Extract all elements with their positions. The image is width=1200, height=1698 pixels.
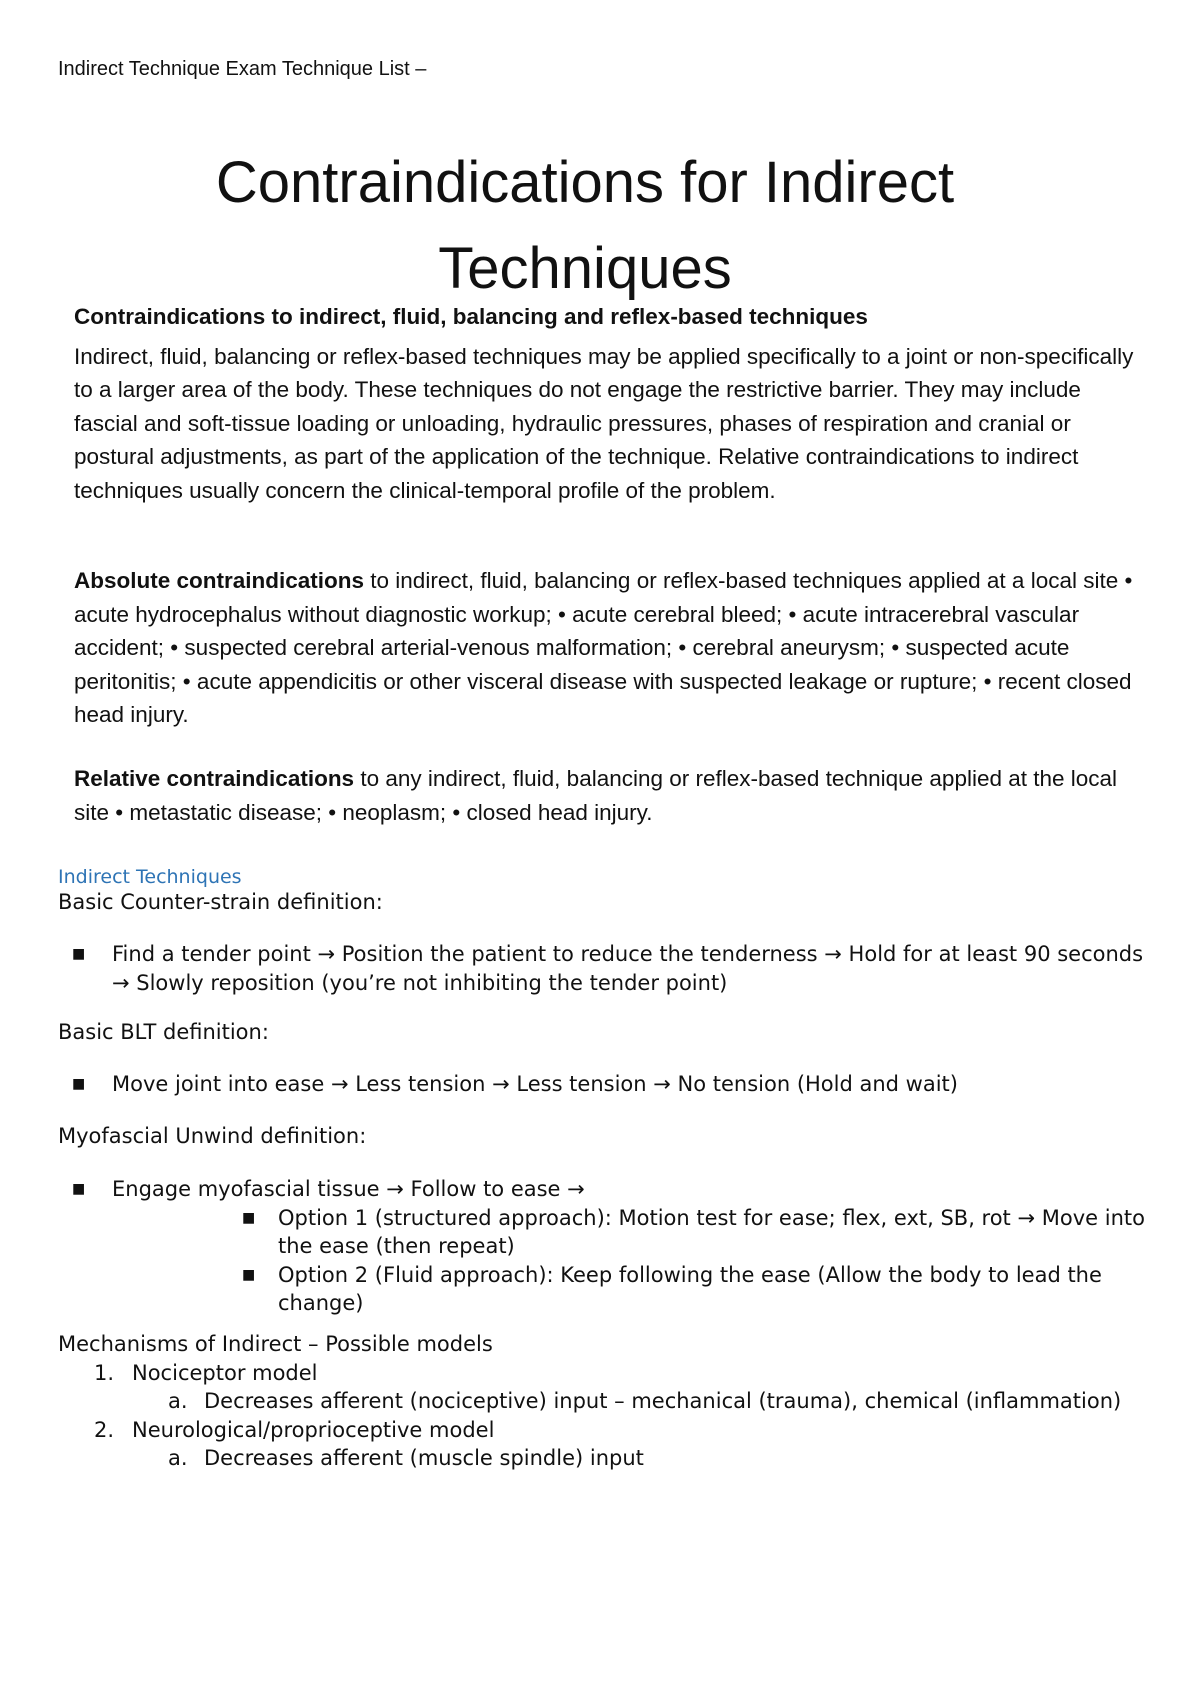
page-title-line-2: Techniques: [438, 236, 732, 301]
list-item: [58, 1359, 1148, 1388]
contraindications-intro-text: Indirect, fluid, balancing or reflex-based techniques may be applied specifically to a joint or non-specifically to a larger area of the body. These techniques do not engage the restrictive barrier. They may include fascial and soft-tissue loading or unloading, hydraulic pressures, phases of respiration and cranial or postural adjustments, as part of the application of the technique. Relative contraindications to indirect techniques usually concern the clinical-temporal profile of the problem.: [74, 343, 1134, 503]
contraindications-heading: Contraindications to indirect, fluid, balancing and reflex-based techniques: [74, 304, 868, 329]
model2a-text: Decreases afferent (muscle spindle) input: [204, 1446, 644, 1470]
list-number: 2.: [94, 1417, 115, 1442]
mechanisms-section: [58, 1330, 1148, 1473]
model2-text: Neurological/proprioceptive model: [132, 1417, 495, 1442]
square-bullet-icon: ■: [72, 946, 86, 962]
page-title-line-1: Contraindications for Indirect: [215, 150, 955, 215]
blt-list: [58, 1070, 1148, 1099]
page-title: [120, 140, 1050, 312]
unwind-option2-text: Option 2 (Fluid approach): Keep following the ease (Allow the body to lead the change): [278, 1262, 1102, 1315]
absolute-contraindications-label: Absolute contraindications: [74, 568, 365, 593]
list-item: [58, 940, 1148, 997]
square-bullet-icon: ■: [242, 1209, 256, 1226]
list-item: [58, 1416, 1148, 1445]
relative-contraindications-text: to any indirect, fluid, balancing or reflex-based technique applied at the local site • metastatic disease; • neoplasm; • closed head injury.: [74, 766, 1118, 825]
page-header: Indirect Technique Exam Technique List –: [58, 58, 427, 80]
model1-text: Nociceptor model: [132, 1360, 318, 1385]
unwind-label: Myofascial Unwind definition:: [58, 1124, 367, 1148]
mechanisms-label: Mechanisms of Indirect – Possible models: [58, 1332, 493, 1356]
blt-bullet-text: Move joint into ease → Less tension → Less tension → No tension (Hold and wait): [112, 1072, 958, 1096]
list-item: [58, 1070, 1148, 1099]
list-letter: a.: [168, 1446, 188, 1470]
unwind-bullet-text: Engage myofascial tissue → Follow to ease →: [112, 1177, 585, 1201]
absolute-contraindications-text: to indirect, fluid, balancing or reflex-based techniques applied at a local site • acute hydrocephalus without diagnostic workup; • acute cerebral bleed; • acute intracerebral vascular accident; • suspected cerebral arterial-venous malformation; • cerebral aneurysm; • suspected acute peritonitis; • acute appendicitis or other visceral disease with suspected leakage or rupture; • recent closed head injury.: [74, 568, 1133, 727]
absolute-contraindications-section: [74, 564, 1134, 732]
absolute-contraindications-paragraph: [74, 564, 1134, 732]
square-bullet-icon: ■: [242, 1266, 256, 1283]
list-item: [58, 1175, 1148, 1204]
list-number: 1.: [94, 1360, 115, 1385]
counterstrain-bullet-text: Find a tender point → Position the patient to reduce the tenderness → Hold for at least 90 seconds → Slowly reposition (you’re not inhibiting the tender point): [112, 942, 1144, 995]
indirect-techniques-heading: Indirect Techniques: [58, 866, 242, 888]
list-item: [58, 1261, 1148, 1318]
relative-contraindications-section: [74, 762, 1134, 829]
relative-contraindications-label: Relative contraindications: [74, 766, 355, 791]
model1a-text: Decreases afferent (nociceptive) input – mechanical (trauma), chemical (inflammation): [204, 1389, 1122, 1413]
unwind-option1-text: Option 1 (structured approach): Motion test for ease; flex, ext, SB, rot → Move into the ease (then repeat): [278, 1205, 1145, 1258]
blt-label: Basic BLT definition:: [58, 1020, 269, 1044]
square-bullet-icon: ■: [72, 1181, 86, 1197]
list-item: [58, 1444, 1148, 1473]
counterstrain-label: Basic Counter-strain definition:: [58, 890, 383, 914]
unwind-list: [58, 1175, 1148, 1318]
list-letter: a.: [168, 1389, 188, 1413]
counterstrain-list: [58, 940, 1148, 997]
list-item: [58, 1204, 1148, 1261]
relative-contraindications-paragraph: [74, 762, 1134, 829]
list-item: [58, 1387, 1148, 1416]
square-bullet-icon: ■: [72, 1076, 86, 1092]
contraindications-intro-section: [74, 300, 1134, 507]
